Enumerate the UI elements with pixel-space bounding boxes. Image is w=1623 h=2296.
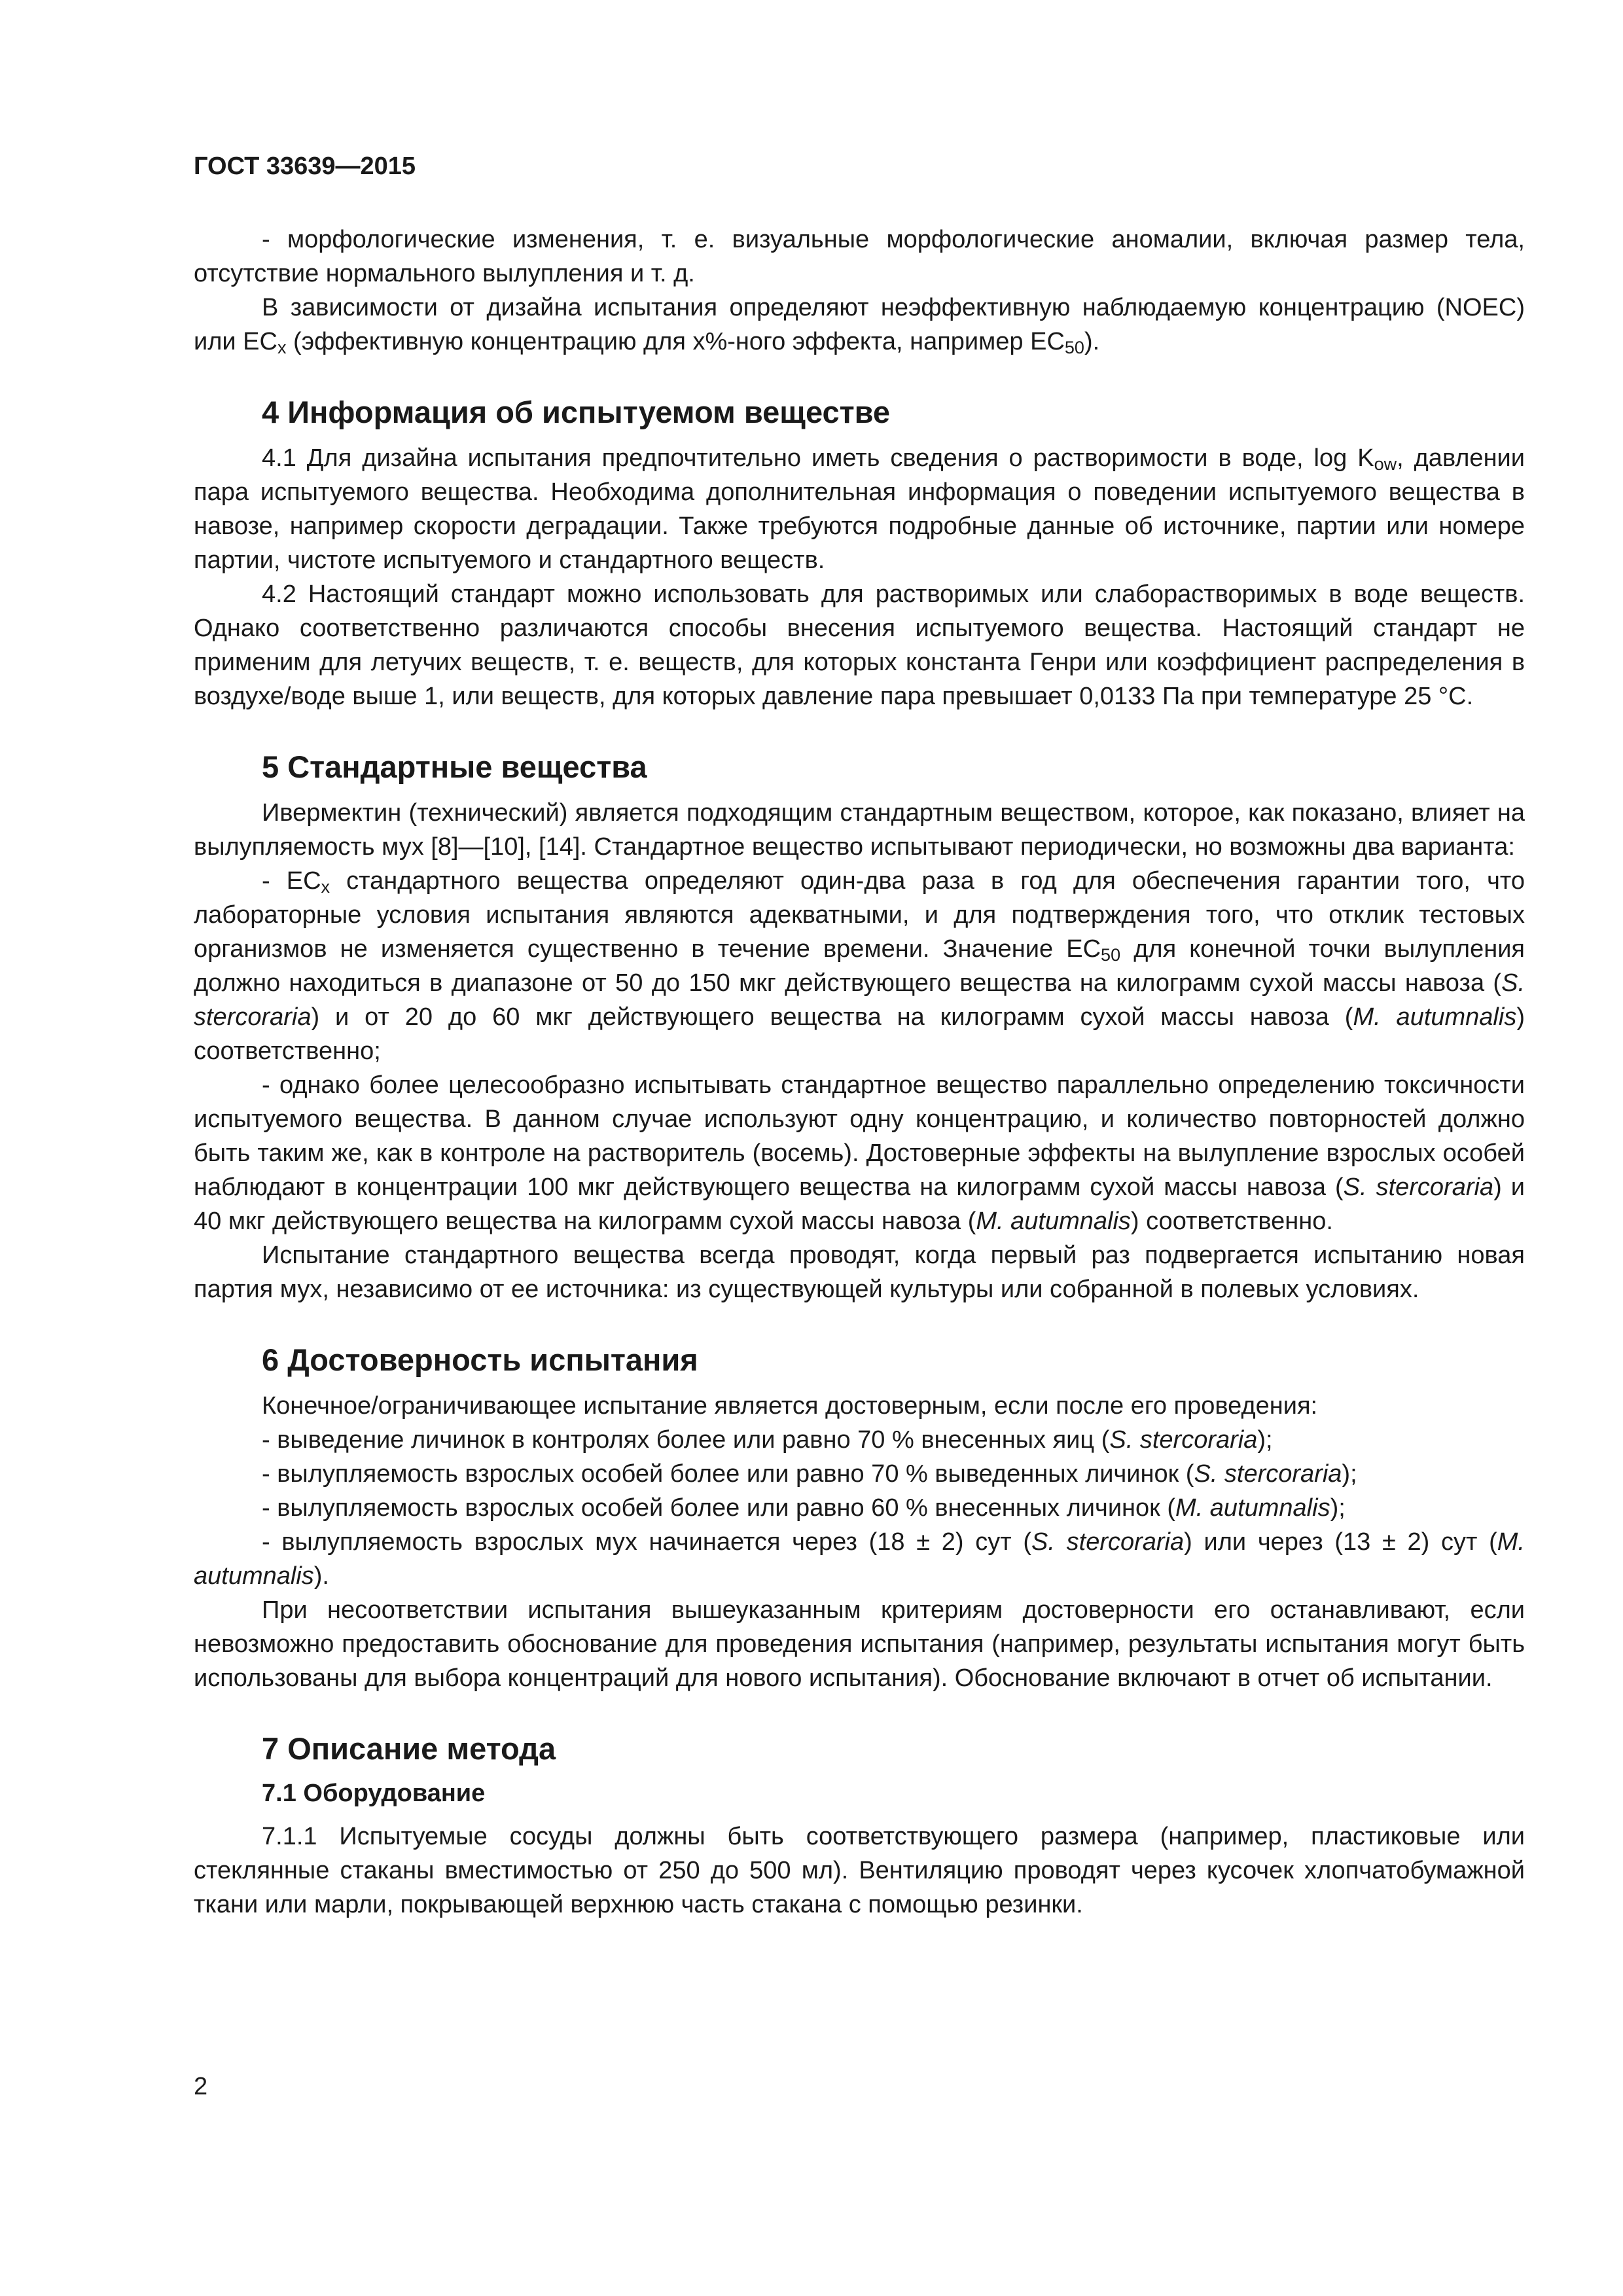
section-4-paragraph-2: 4.2 Настоящий стандарт можно использовать для растворимых или слаборастворимых в воде веществ. Однако соответственно различаются способы внесения испытуемого вещества. Настоящий стандарт не применим для летучих веществ, т. е. веществ, для которых константа Генри или коэффициент распределения в воздухе/воде выше 1, или веществ, для которых давление пара превышает 0,0133 Па при температуре 25 °С. [194,581,1525,710]
section-6-criterion-4: - вылупляемость взрослых мух начинается через (18 ± 2) сут (S. stercoraria) или через (13 ± 2) сут (M. autumnalis). [194,1528,1525,1590]
section-5-title: 5 Стандартные вещества [262,749,647,784]
section-7-title: 7 Описание метода [262,1731,556,1766]
section-6-title: 6 Достоверность испытания [262,1342,698,1377]
section-5-paragraph-last: Испытание стандартного вещества всегда проводят, когда первый раз подвергается испытанию новая партия мух, независимо от ее источника: из существующей культуры или собранной в полевых условиях. [194,1242,1525,1303]
morphology-item: - морфологические изменения, т. е. визуальные морфологические аномалии, включая размер тела, отсутствие нормального вылупления и т. д. [194,226,1525,287]
page-number: 2 [194,2073,208,2100]
section-6-paragraph-last: При несоответствии испытания вышеуказанным критериям достоверности его останавливают, если невозможно предоставить обоснование для проведения испытания (например, результаты испытания могут быть использованы для выбора концентраций для нового испытания). Обоснование включают в отчет об испытании. [194,1596,1525,1692]
document-body [194,223,1525,1922]
section-5-paragraph-1: Ивермектин (технический) является подходящим стандартным веществом, которое, как показано, влияет на вылупляемость мух [8]—[10], [14]. Стандартное вещество испытывают периодически, но возможны два варианта: [194,799,1525,861]
section-7-paragraph-1: 7.1.1 Испытуемые сосуды должны быть соответствующего размера (например, пластиковые или стеклянные стаканы вместимостью от 250 до 500 мл). Вентиляцию проводят через кусочек хлопчатобумажной ткани или марли, покрывающей верхнюю часть стакана с помощью резинки. [194,1823,1525,1918]
section-5-bullet-1: - $EC_x$ стандартного вещества определяют один-два раза в год для обеспечения гарантии того, что лабораторные условия испытания являются адекватными, и для подтверждения того, что отклик тестовых организмов не изменяется существенно в течение времени. Значение $EC_{50}$ для конечной точки вылупления должно находиться в диапазоне от 50 до 150 мкг действующего вещества на килограмм сухой массы навоза (S. stercoraria) и от 20 до 60 мкг действующего вещества на килограмм сухой массы навоза (M. autumnalis) соответственно; [194,867,1525,1065]
section-6-criterion-3: - вылупляемость взрослых особей более или равно 60 % внесенных личинок (M. autumnalis); [262,1494,1346,1522]
design-paragraph: В зависимости от дизайна испытания определяют неэффективную наблюдаемую концентрацию (NOEC) или $EC_x$ (эффективную концентрацию для х%-ного эффекта, например $EC_{50}$). [194,294,1525,357]
section-6-lead: Конечное/ограничивающее испытание является достоверным, если после его проведения: [262,1392,1318,1420]
section-5-bullet-2: - однако более целесообразно испытывать стандартное вещество параллельно определению токсичности испытуемого вещества. В данном случае используют одну концентрацию, и количество повторностей должно быть таким же, как в контроле на растворитель (восемь). Достоверные эффекты на вылупление взрослых особей наблюдают в концентрации 100 мкг действующего вещества на килограмм сухой массы навоза (S. stercoraria) и 40 мкг действующего вещества на килограмм сухой массы навоза (M. autumnalis) соответственно. [194,1071,1525,1235]
section-4-title: 4 Информация об испытуемом веществе [262,395,891,429]
section-4-paragraph-1: 4.1 Для дизайна испытания предпочтительно иметь сведения о растворимости в воде, $\log K_{ow}$, давлении пара испытуемого вещества. Необходима дополнительная информация о поведении испытуемого вещества в навозе, например скорости деградации. Также требуются подробные данные об источнике, партии или номере партии, чистоте испытуемого и стандартного веществ. [194,444,1525,574]
document-code-header: ГОСТ 33639—2015 [194,152,416,180]
section-6-criterion-1: - выведение личинок в контролях более или равно 70 % внесенных яиц (S. stercoraria); [262,1426,1273,1454]
section-6-criterion-2: - вылупляемость взрослых особей более или равно 70 % выведенных личинок (S. stercoraria); [262,1460,1357,1488]
section-7-1-title: 7.1 Оборудование [262,1780,486,1807]
